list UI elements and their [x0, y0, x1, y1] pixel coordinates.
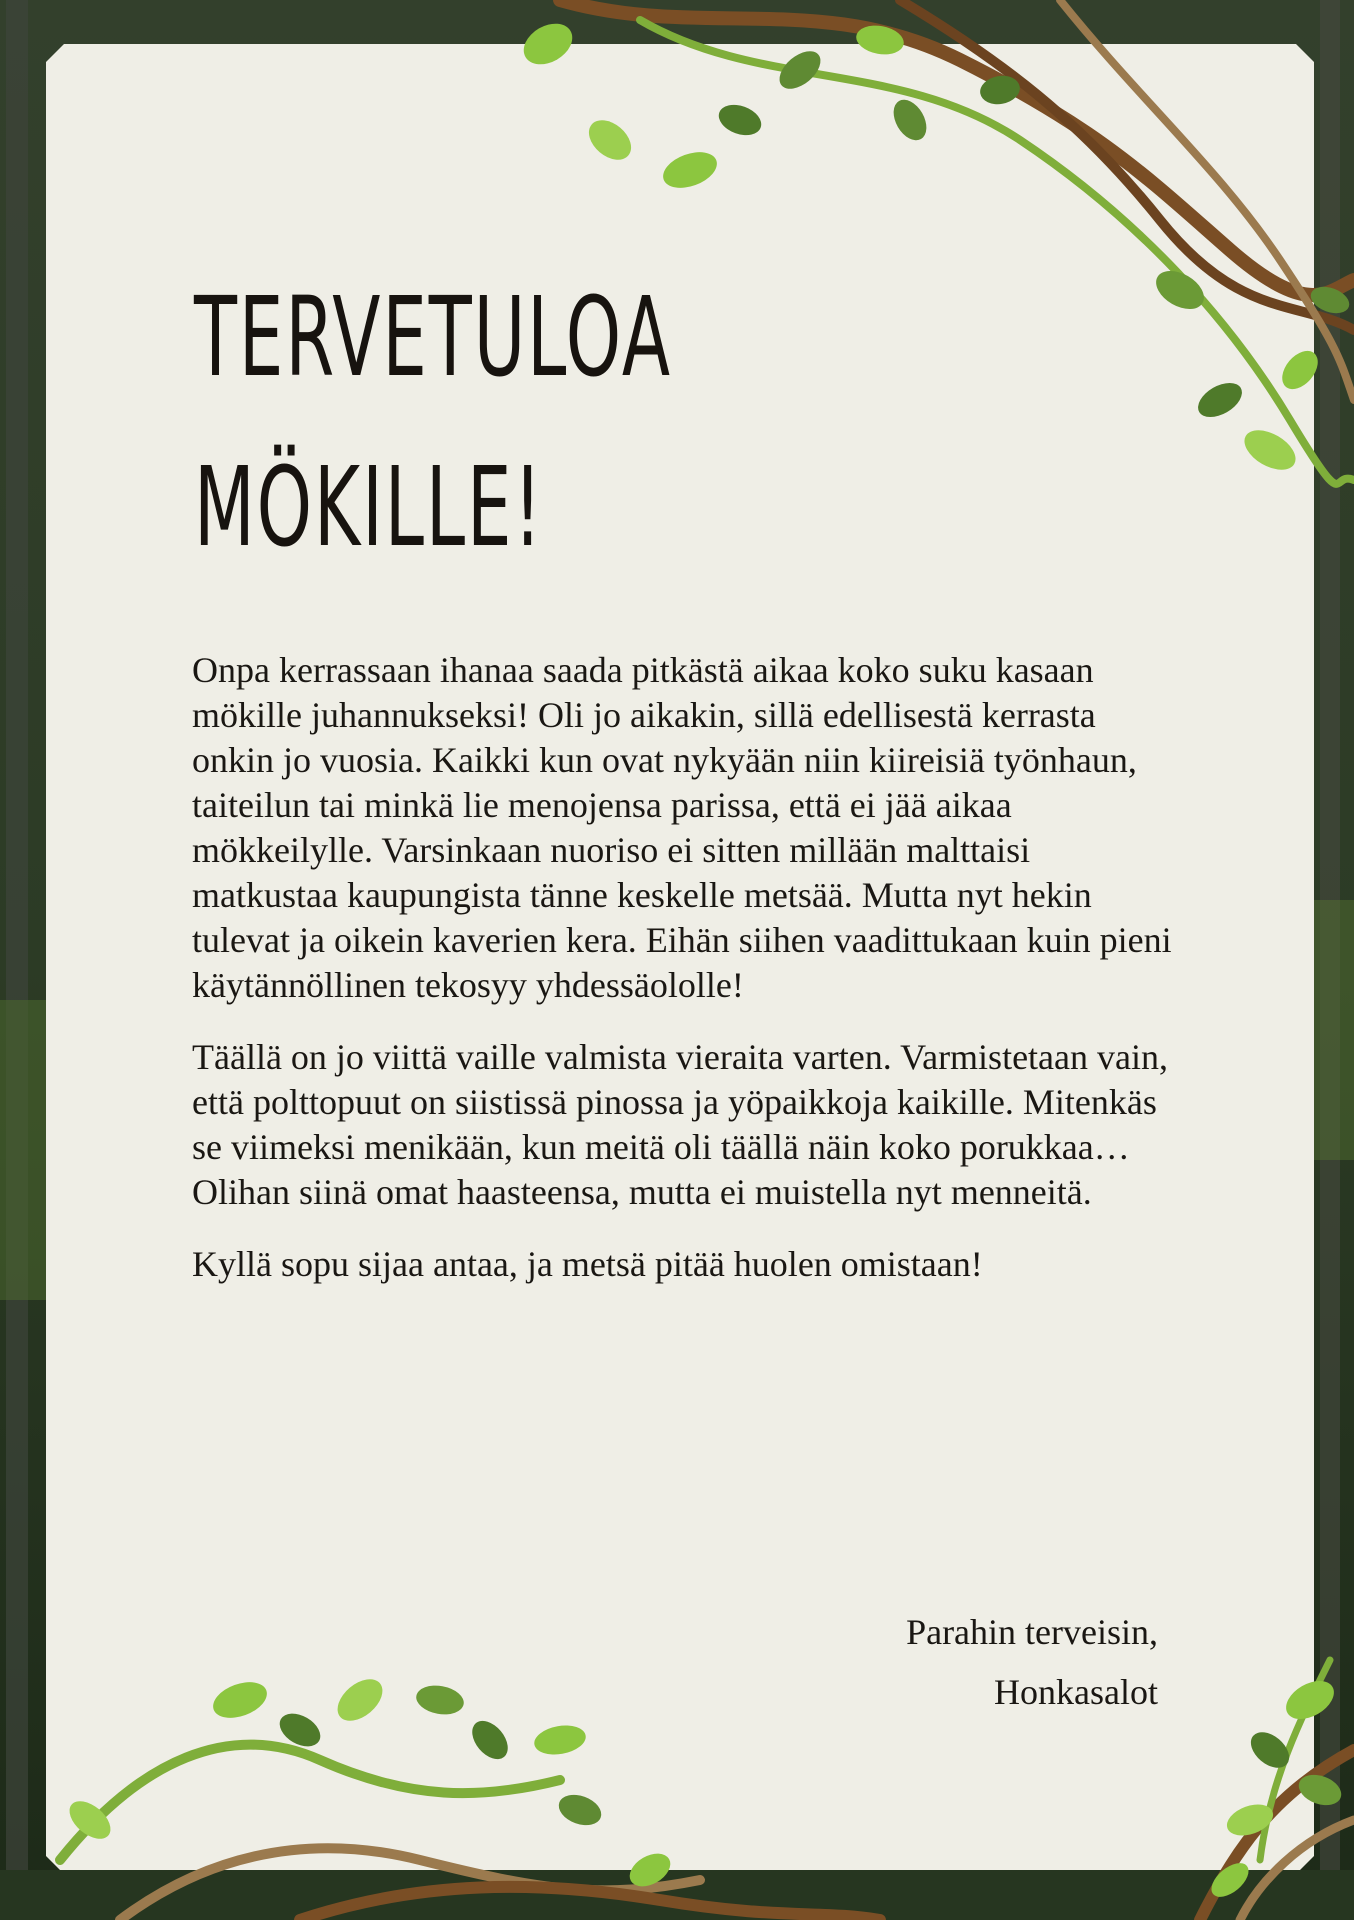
page-title [194, 252, 672, 592]
title-line-2: MÖKILLE! [194, 443, 544, 571]
signoff-text: Parahin terveisin, [906, 1612, 1158, 1652]
paragraph-3: Kyllä sopu sijaa antaa, ja metsä pitää huolen omistaan! [192, 1244, 983, 1284]
paragraph-2: Täällä on jo viittä vaille valmista vieraita varten. Varmistetaan vain, että polttopuut on siistissä pinossa ja yöpaikkoja kaikille. Mitenkäs se viimeksi menikään, kun meitä oli täällä näin koko porukkaa… Olihan siinä omat haasteensa, mutta ei muistella nyt menneitä. [192, 1037, 1168, 1212]
signature-block [906, 1602, 1158, 1722]
letter-body [192, 648, 1172, 1314]
paragraph-1: Onpa kerrassaan ihanaa saada pitkästä aikaa koko suku kasaan mökille juhannukseksi! Oli jo aikakin, sillä edellisestä kerrasta onkin jo vuosia. Kaikki kun ovat nykyään niin kiireisiä työnhaun, taiteilun tai minkä lie menojensa parissa, että ei jää aikaa mökkeilylle. Varsinkaan nuoriso ei sitten millään malttaisi matkustaa kaupungista tänne keskelle metsää. Mutta nyt hekin tulevat ja oikein kaverien kera. Eihän siihen vaadittukaan kuin pieni käytännöllinen tekosyy yhdessäololle! [192, 650, 1172, 1005]
signer-name: Honkasalot [994, 1672, 1158, 1712]
title-line-1: TERVETULOA [194, 273, 672, 401]
